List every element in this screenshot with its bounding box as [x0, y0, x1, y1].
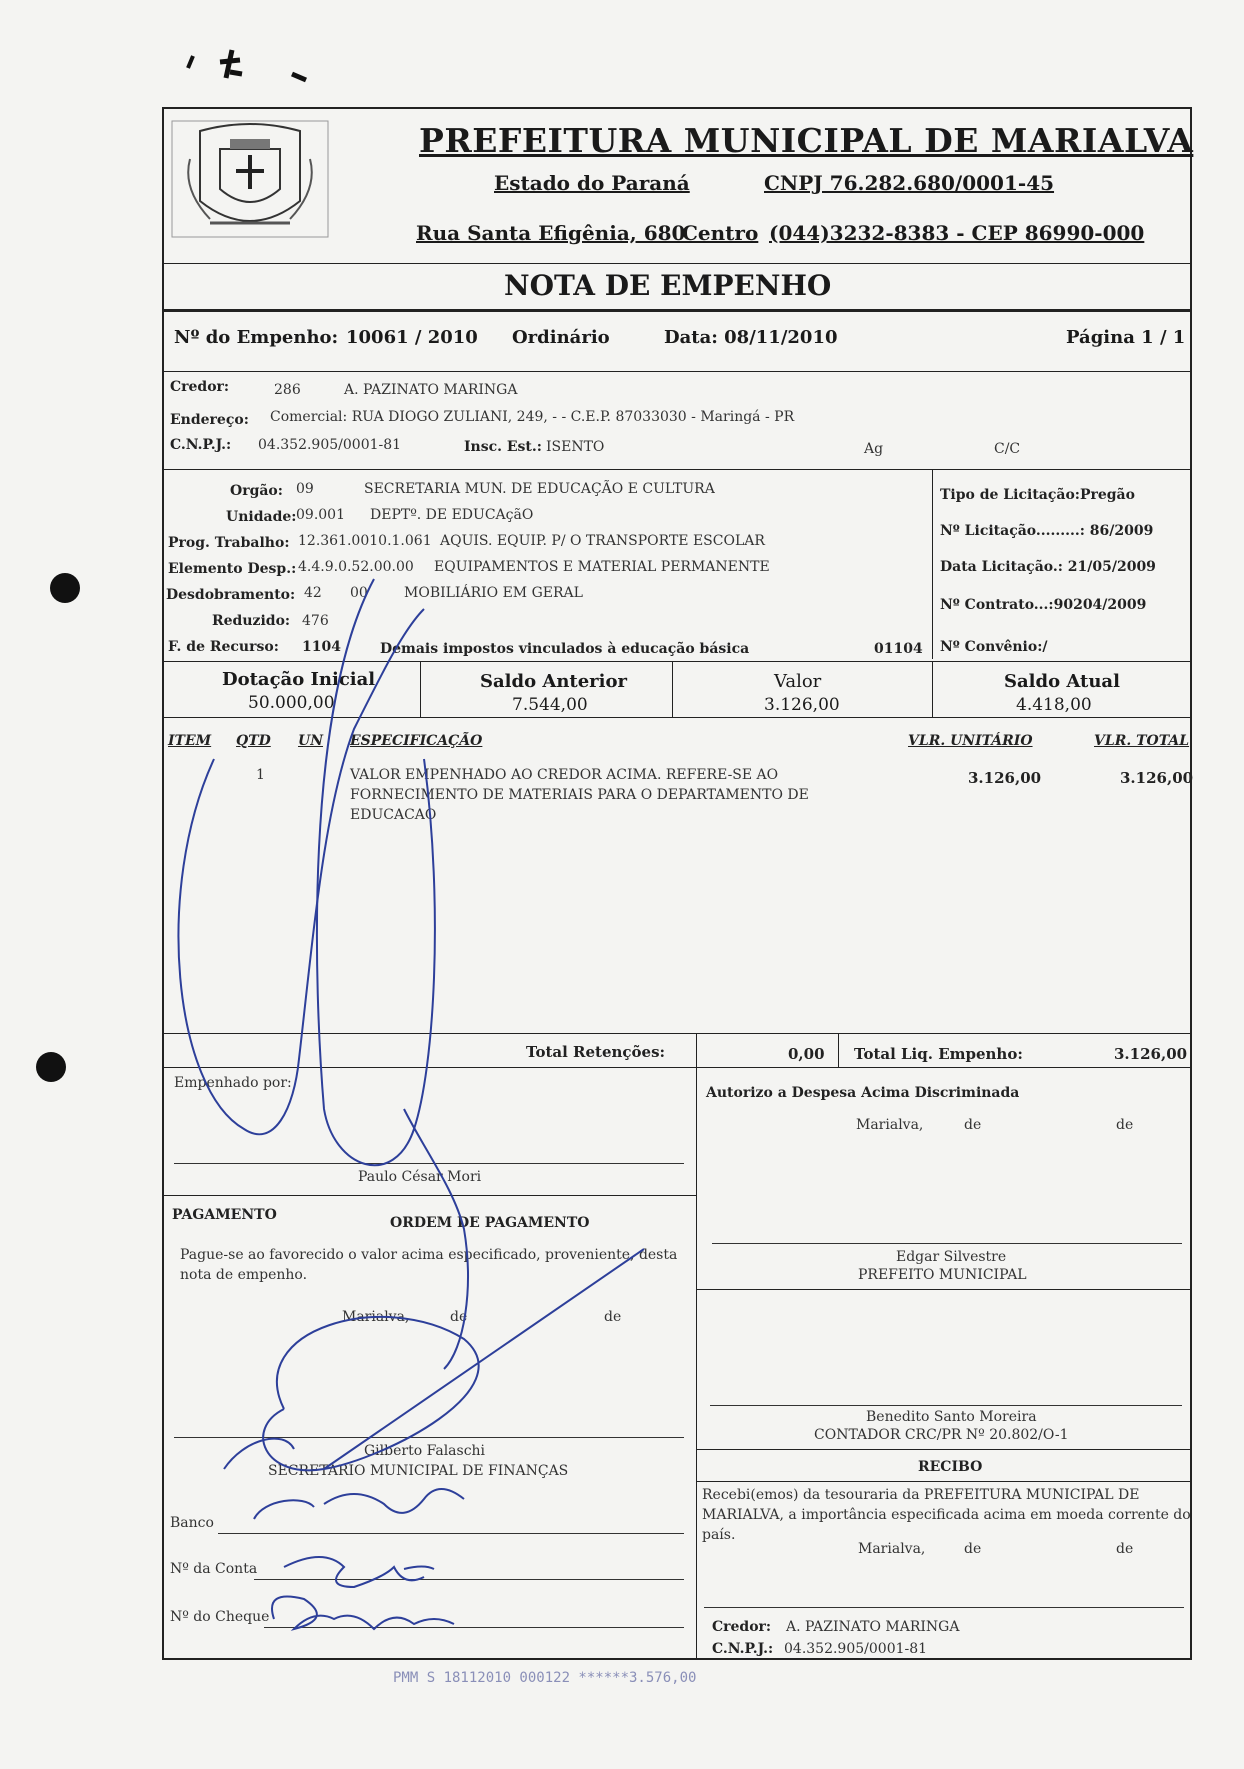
ie-label: Insc. Est.:: [464, 439, 542, 455]
total-liq-value: 3.126,00: [1114, 1045, 1188, 1063]
credor-name: A. PAZINATO MARINGA: [344, 382, 518, 398]
col-vlr-total: VLR. TOTAL: [1094, 733, 1190, 749]
recibo-credor-label: Credor:: [712, 1619, 772, 1635]
recurso-desc: Demais impostos vinculados à educação básica: [380, 641, 750, 657]
autorizo-de2: de: [1116, 1117, 1134, 1133]
prog-desc: AQUIS. EQUIP. P/ O TRANSPORTE ESCOLAR: [440, 533, 765, 549]
pagamento-text1: Pague-se ao favorecido o valor acima especificado, proveniente, desta: [180, 1247, 678, 1263]
punch-hole-top: [50, 573, 80, 603]
pagamento-text2: nota de empenho.: [180, 1267, 308, 1283]
saldo-atual-value: 4.418,00: [1016, 695, 1092, 715]
col-vlr-unitario: VLR. UNITÁRIO: [908, 733, 1033, 749]
pagamento-label: PAGAMENTO: [172, 1207, 277, 1223]
item-spec-line2: FORNECIMENTO DE MATERIAIS PARA O DEPARTAMENTO DE: [350, 787, 809, 803]
saldo-atual-label: Saldo Atual: [1004, 671, 1120, 692]
orgao-label: Orgão:: [230, 483, 283, 499]
recibo-cnpj-label: C.N.P.J.:: [712, 1641, 774, 1657]
total-retencoes-value: 0,00: [788, 1045, 825, 1063]
num-contrato: Nº Contrato...:90204/2009: [940, 597, 1147, 613]
recibo-city: Marialva,: [858, 1541, 926, 1557]
item-unit-value: 3.126,00: [968, 769, 1042, 787]
reduzido-value: 476: [302, 613, 329, 629]
saldo-anterior-value: 7.544,00: [512, 695, 588, 715]
credor-cnpj: 04.352.905/0001-81: [258, 437, 402, 453]
tipo-licitacao: Tipo de Licitação:Pregão: [940, 487, 1135, 503]
recurso-code2: 01104: [874, 641, 923, 657]
header-cnpj: CNPJ 76.282.680/0001-45: [764, 171, 1055, 195]
header-phone-cep: (044)3232-8383 - CEP 86990-000: [769, 221, 1145, 245]
recibo-text1: Recebi(emos) da tesouraria da PREFEITURA MUNICIPAL DE: [702, 1487, 1140, 1503]
desdobramento-desc: MOBILIÁRIO EM GERAL: [404, 585, 583, 601]
col-un: UN: [298, 733, 324, 749]
data-licitacao: Data Licitação.: 21/05/2009: [940, 559, 1156, 575]
prefeito-title: PREFEITO MUNICIPAL: [858, 1267, 1027, 1283]
prog-label: Prog. Trabalho:: [168, 535, 290, 551]
mechanical-stamp: PMM S 18112010 000122 ******3.576,00: [393, 1670, 697, 1686]
item-spec-line1: VALOR EMPENHADO AO CREDOR ACIMA. REFERE-SE AO: [350, 767, 779, 783]
unidade-desc: DEPTº. DE EDUCAçãO: [370, 507, 534, 523]
recibo-text3: país.: [702, 1527, 736, 1543]
dotacao-label: Dotação Inicial: [222, 669, 376, 690]
empenho-num: 10061 / 2010: [346, 327, 478, 348]
unidade-code: 09.001: [296, 507, 345, 523]
orgao-desc: SECRETARIA MUN. DE EDUCAÇÃO E CULTURA: [364, 481, 715, 497]
banco-label: Banco: [170, 1515, 214, 1531]
paulo-name: Paulo César Mori: [358, 1169, 482, 1185]
elemento-label: Elemento Desp.:: [168, 561, 297, 577]
num-licitacao: Nº Licitação.........: 86/2009: [940, 523, 1154, 539]
credor-label: Credor:: [170, 379, 230, 395]
elemento-code: 4.4.9.0.52.00.00: [298, 559, 414, 575]
punch-hole-bottom: [36, 1052, 66, 1082]
total-liq-label: Total Liq. Empenho:: [854, 1045, 1023, 1063]
autorizo-city: Marialva,: [856, 1117, 924, 1133]
recibo-credor-name: A. PAZINATO MARINGA: [786, 1619, 960, 1635]
gilberto-name: Gilberto Falaschi: [364, 1443, 486, 1459]
nota-empenho-form: [162, 107, 1192, 1660]
benedito-name: Benedito Santo Moreira: [866, 1409, 1037, 1425]
autorizo-de1: de: [964, 1117, 982, 1133]
prog-code: 12.361.0010.1.061: [298, 533, 432, 549]
col-item: ITEM: [168, 733, 212, 749]
recibo-text2: MARIALVA, a importância especificada acima em moeda corrente do: [702, 1507, 1191, 1523]
recibo-cnpj: 04.352.905/0001-81: [784, 1641, 928, 1657]
address-label: Endereço:: [170, 412, 249, 428]
secretario-title: SECRETÁRIO MUNICIPAL DE FINANÇAS: [268, 1463, 569, 1479]
recurso-code: 1104: [302, 639, 341, 655]
conta-label: Nº da Conta: [170, 1561, 258, 1577]
header-state: Estado do Paraná: [494, 171, 690, 195]
header-street: Rua Santa Efigênia, 680: [416, 221, 686, 245]
contador-title: CONTADOR CRC/PR Nº 20.802/O-1: [814, 1427, 1069, 1443]
valor-value: 3.126,00: [764, 695, 840, 715]
desdobramento-code: 42: [304, 585, 322, 601]
dotacao-value: 50.000,00: [248, 693, 335, 713]
autorizo-label: Autorizo a Despesa Acima Discriminada: [706, 1085, 1020, 1101]
handwritten-signatures: [164, 109, 1190, 1659]
empenho-num-label: Nº do Empenho:: [174, 327, 339, 348]
scan-marks: [180, 40, 320, 90]
total-retencoes-label: Total Retenções:: [526, 1043, 666, 1061]
header-district: Centro: [682, 221, 759, 245]
item-qtd: 1: [256, 767, 265, 783]
page-number: Página 1 / 1: [1066, 327, 1186, 348]
elemento-desc: EQUIPAMENTOS E MATERIAL PERMANENTE: [434, 559, 770, 575]
empenho-date: Data: 08/11/2010: [664, 327, 838, 348]
edgar-name: Edgar Silvestre: [896, 1249, 1007, 1265]
recibo-de2: de: [1116, 1541, 1134, 1557]
saldo-anterior-label: Saldo Anterior: [480, 671, 627, 692]
num-convenio: Nº Convênio:/: [940, 639, 1048, 655]
col-especificacao: ESPECIFICAÇÃO: [350, 733, 483, 749]
header-title: PREFEITURA MUNICIPAL DE MARIALVA: [419, 121, 1194, 160]
pagamento-city: Marialva,: [342, 1309, 410, 1325]
ag-label: Ag: [864, 441, 884, 457]
pagamento-de2: de: [604, 1309, 622, 1325]
ie-value: ISENTO: [546, 439, 605, 455]
col-qtd: QTD: [236, 733, 271, 749]
unidade-label: Unidade:: [226, 509, 297, 525]
desdobramento-code2: 00: [350, 585, 368, 601]
doc-title: NOTA DE EMPENHO: [504, 269, 832, 302]
empenho-type: Ordinário: [512, 327, 610, 348]
credor-address: Comercial: RUA DIOGO ZULIANI, 249, - - C.E.P. 87033030 - Maringá - PR: [270, 409, 795, 425]
orgao-code: 09: [296, 481, 314, 497]
credor-code: 286: [274, 382, 301, 398]
valor-label: Valor: [774, 671, 822, 692]
desdobramento-label: Desdobramento:: [166, 587, 296, 603]
item-spec-line3: EDUCACAO: [350, 807, 437, 823]
cheque-label: Nº do Cheque: [170, 1609, 270, 1625]
recibo-de1: de: [964, 1541, 982, 1557]
reduzido-label: Reduzido:: [212, 613, 291, 629]
ordem-pagamento-label: ORDEM DE PAGAMENTO: [390, 1215, 590, 1231]
recurso-label: F. de Recurso:: [168, 639, 279, 655]
cc-label: C/C: [994, 441, 1021, 457]
recibo-label: RECIBO: [918, 1459, 983, 1475]
empenhado-por-label: Empenhado por:: [174, 1075, 292, 1091]
credor-cnpj-label: C.N.P.J.:: [170, 437, 232, 453]
item-total-value: 3.126,00: [1120, 769, 1194, 787]
pagamento-de1: de: [450, 1309, 468, 1325]
